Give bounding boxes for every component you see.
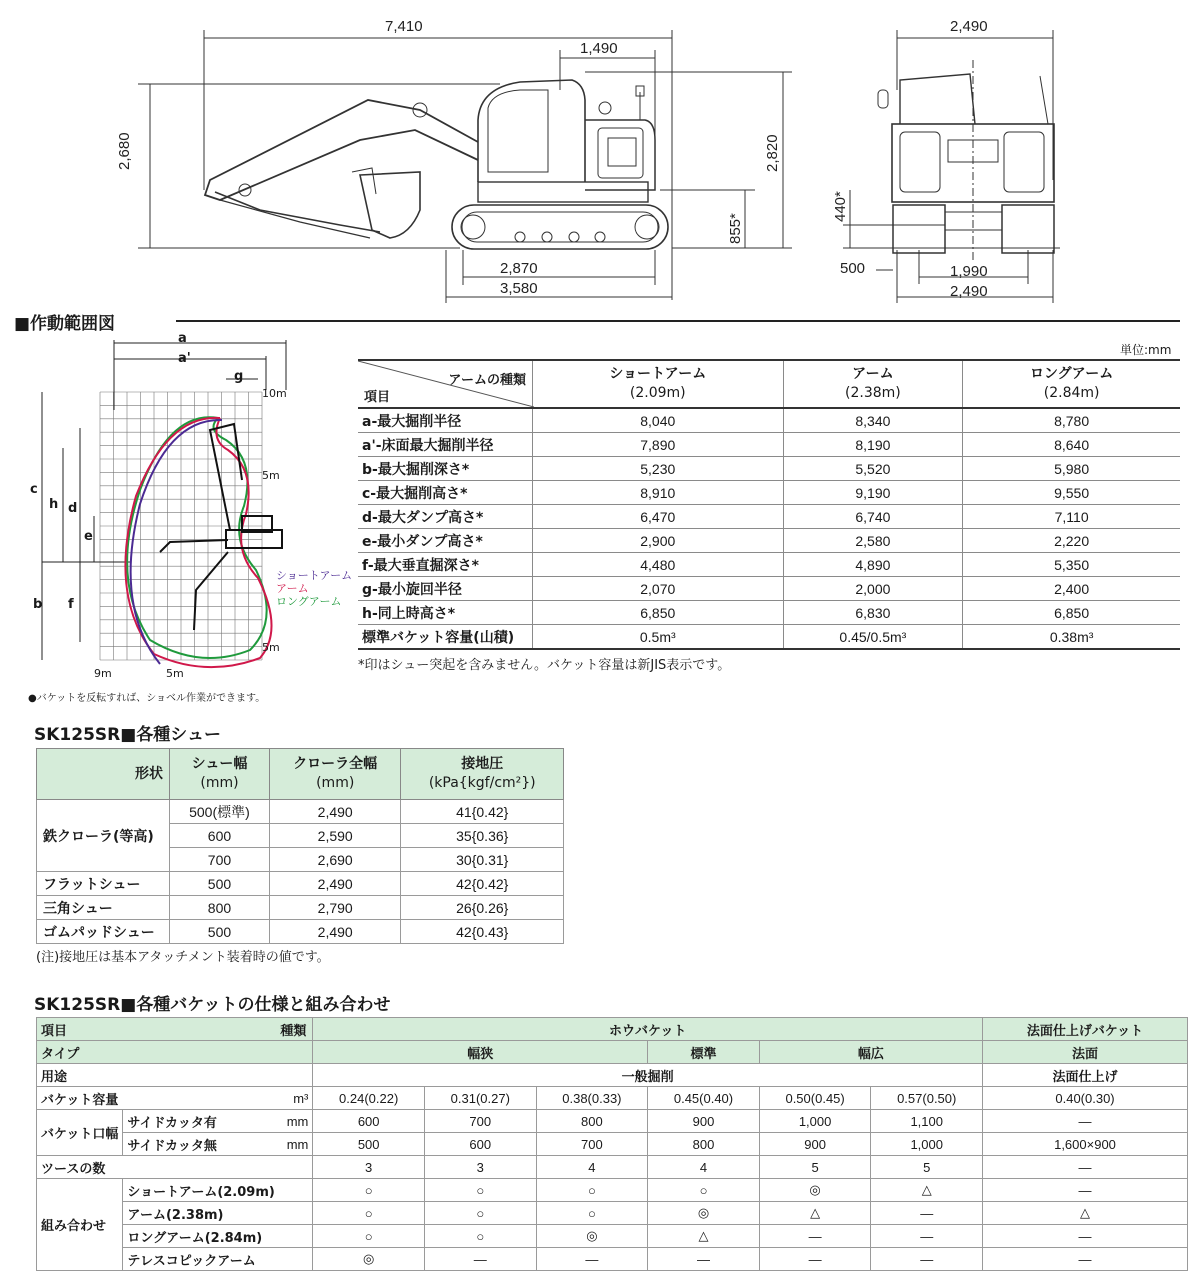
spec-item-label: f-最大垂直掘深さ* (358, 553, 533, 577)
spec-value: 0.38m³ (963, 625, 1180, 650)
bucket-value: ◎ (536, 1225, 648, 1248)
ground-pressure: 42{0.42} (401, 872, 564, 896)
range-spec-table (358, 359, 1180, 650)
table-row (37, 1225, 1188, 1248)
bucket-without-cutter-label: サイドカッタ無 (123, 1133, 273, 1156)
table-row (37, 1041, 1188, 1064)
dim-crawler-length: 3,580 (500, 280, 538, 297)
bucket-type-narrow: 幅狭 (313, 1041, 648, 1064)
diagram-note: ●バケットを反転すれば、ショベル作業ができます。 (28, 693, 266, 704)
col-long-arm: ロングアーム (2.84m) (963, 360, 1180, 408)
bucket-header-slope: 法面仕上げバケット (983, 1018, 1188, 1041)
legend-long-arm: ロングアーム (276, 595, 342, 608)
diagram-label-e: e (84, 529, 93, 544)
combo-long-arm: ロングアーム(2.84m) (123, 1225, 313, 1248)
bucket-teeth-label: ツースの数 (37, 1156, 313, 1179)
table-row (37, 1202, 1188, 1225)
bucket-value: 3 (424, 1156, 536, 1179)
diagram-label-5m-top: 5m (262, 469, 280, 482)
shoe-type: 三角シュー (37, 896, 170, 920)
bucket-value: ○ (536, 1202, 648, 1225)
bucket-value: 0.31(0.27) (424, 1087, 536, 1110)
spec-value: 2,000 (783, 577, 963, 601)
bucket-value: △ (759, 1202, 871, 1225)
table-row (358, 601, 1180, 625)
dim-ground-clearance: 855* (727, 213, 744, 244)
combo-tele-arm: テレスコピックアーム (123, 1248, 313, 1271)
header-item: 項目 (364, 390, 391, 405)
dim-crawler-width: 2,490 (950, 283, 988, 300)
bucket-with-cutter-label: サイドカッタ有 (123, 1110, 273, 1133)
spec-value: 5,230 (533, 457, 784, 481)
spec-value: 2,220 (963, 529, 1180, 553)
spec-item-label: h-同上時高さ* (358, 601, 533, 625)
bucket-value: 5 (871, 1156, 983, 1179)
bucket-value: ○ (424, 1225, 536, 1248)
bucket-mm-unit: mm (273, 1133, 313, 1156)
shoe-header-pressure: 接地圧 (kPa{kgf/cm²}) (401, 749, 564, 800)
table-row (358, 577, 1180, 601)
table-row (37, 1179, 1188, 1202)
table-row (37, 1018, 1188, 1041)
shoe-header-shape: 形状 (37, 749, 170, 800)
crawler-width: 2,590 (269, 824, 401, 848)
bucket-mouth-label: バケット口幅 (37, 1110, 123, 1156)
bucket-value: ○ (424, 1179, 536, 1202)
ground-pressure: 35{0.36} (401, 824, 564, 848)
diagram-label-a-prime: a' (178, 351, 191, 366)
shoes-title: SK125SR■各種シュー (34, 725, 221, 745)
spec-item-label: g-最小旋回半径 (358, 577, 533, 601)
table-row (37, 1156, 1188, 1179)
bucket-type-label: タイプ (37, 1041, 313, 1064)
bucket-use-general: 一般掘削 (313, 1064, 983, 1087)
spec-value: 8,910 (533, 481, 784, 505)
diagram-label-9m: 9m (94, 667, 112, 680)
dim-tail-offset: 1,490 (580, 40, 618, 57)
bucket-combo-label: 組み合わせ (37, 1179, 123, 1271)
diagram-label-10m: 10m (262, 387, 287, 400)
spec-item-label: c-最大掘削高さ* (358, 481, 533, 505)
bucket-value: 0.50(0.45) (759, 1087, 871, 1110)
table-row (37, 1087, 1188, 1110)
spec-value: 6,850 (533, 601, 784, 625)
bucket-value: 1,000 (759, 1110, 871, 1133)
bucket-header-item: 項目 種類 (37, 1018, 313, 1041)
spec-value: 7,110 (963, 505, 1180, 529)
ground-pressure: 42{0.43} (401, 920, 564, 944)
dim-overall-length: 7,410 (385, 18, 423, 35)
bucket-value: — (648, 1248, 760, 1271)
bucket-value: △ (648, 1225, 760, 1248)
table-row (358, 457, 1180, 481)
bucket-value: — (759, 1225, 871, 1248)
spec-item-label: a'-床面最大掘削半径 (358, 433, 533, 457)
bucket-value: ◎ (759, 1179, 871, 1202)
bucket-value: ○ (313, 1202, 425, 1225)
spec-value: 6,470 (533, 505, 784, 529)
shoe-table (36, 748, 564, 944)
diagram-label-h: h (49, 497, 59, 512)
crawler-width: 2,790 (269, 896, 401, 920)
table-row (37, 1248, 1188, 1271)
bucket-capacity-label: バケット容量 (37, 1087, 273, 1110)
spec-item-label: b-最大掘削深さ* (358, 457, 533, 481)
diagram-label-g: g (234, 369, 244, 384)
bucket-type-standard: 標準 (648, 1041, 760, 1064)
table-row (358, 505, 1180, 529)
bucket-value: — (983, 1156, 1188, 1179)
working-range-diagram (30, 330, 360, 690)
bucket-value: △ (871, 1179, 983, 1202)
dim-height-overall: 2,820 (764, 134, 781, 172)
bucket-value: 600 (424, 1133, 536, 1156)
bucket-value: — (983, 1110, 1188, 1133)
bucket-value: 1,000 (871, 1133, 983, 1156)
bucket-value: ○ (313, 1225, 425, 1248)
diagram-label-c: c (30, 482, 38, 497)
spec-value: 0.5m³ (533, 625, 784, 650)
table-row (358, 481, 1180, 505)
spec-value: 2,400 (963, 577, 1180, 601)
spec-value: 7,890 (533, 433, 784, 457)
bucket-header-hoe: ホウバケット (313, 1018, 983, 1041)
spec-value: 0.45/0.5m³ (783, 625, 963, 650)
diagram-label-5m-left: 5m (166, 667, 184, 680)
header-arm-type: アームの種類 (448, 373, 526, 388)
spec-value: 6,850 (963, 601, 1180, 625)
bucket-table (36, 1017, 1188, 1271)
spec-value: 8,640 (963, 433, 1180, 457)
dim-tumbler-distance: 2,870 (500, 260, 538, 277)
bucket-value: 900 (759, 1133, 871, 1156)
bucket-use-label: 用途 (37, 1064, 313, 1087)
bucket-value: 5 (759, 1156, 871, 1179)
bucket-value: 0.57(0.50) (871, 1087, 983, 1110)
table-row (37, 896, 564, 920)
spec-value: 4,890 (783, 553, 963, 577)
dim-track-gauge: 1,990 (950, 263, 988, 280)
spec-value: 8,340 (783, 408, 963, 433)
bucket-value: — (759, 1248, 871, 1271)
table-row (37, 1110, 1188, 1133)
bucket-value: 4 (536, 1156, 648, 1179)
legend-arm: アーム (276, 582, 309, 595)
shoe-width: 500(標準) (170, 800, 270, 824)
bucket-use-slope: 法面仕上げ (983, 1064, 1188, 1087)
bucket-value: ◎ (648, 1202, 760, 1225)
bucket-value: — (871, 1225, 983, 1248)
bucket-value: — (536, 1248, 648, 1271)
spec-value: 2,070 (533, 577, 784, 601)
spec-value: 2,900 (533, 529, 784, 553)
bucket-value: — (871, 1202, 983, 1225)
table-row (358, 433, 1180, 457)
table-row (358, 625, 1180, 650)
spec-value: 5,350 (963, 553, 1180, 577)
bucket-mm-unit: mm (273, 1110, 313, 1133)
bucket-value: 700 (424, 1110, 536, 1133)
bucket-value: 800 (536, 1110, 648, 1133)
bucket-value: ○ (536, 1179, 648, 1202)
range-section-title: ■作動範囲図 (14, 314, 116, 334)
table-row (37, 920, 564, 944)
bucket-value: 1,100 (871, 1110, 983, 1133)
diagram-label-5m-bottom: 5m (262, 641, 280, 654)
bucket-capacity-unit: m³ (273, 1087, 313, 1110)
unit-label: 単位:mm (1120, 343, 1172, 357)
bucket-value: △ (983, 1202, 1188, 1225)
shoe-type: フラットシュー (37, 872, 170, 896)
crawler-width: 2,490 (269, 872, 401, 896)
spec-item-label: a-最大掘削半径 (358, 408, 533, 433)
bucket-value: — (424, 1248, 536, 1271)
bucket-value: ○ (313, 1179, 425, 1202)
crawler-width: 2,490 (269, 920, 401, 944)
spec-item-label: e-最小ダンプ高さ* (358, 529, 533, 553)
bucket-type-wide: 幅広 (759, 1041, 982, 1064)
shoe-type: 鉄クローラ(等高) (37, 800, 170, 872)
header-corner (358, 360, 533, 408)
shoe-width: 800 (170, 896, 270, 920)
diagram-label-d: d (68, 501, 78, 516)
bucket-value: — (871, 1248, 983, 1271)
spec-value: 9,190 (783, 481, 963, 505)
dim-height-cab: 2,680 (116, 132, 133, 170)
table-row (37, 872, 564, 896)
shoe-width: 700 (170, 848, 270, 872)
shoe-width: 500 (170, 920, 270, 944)
table-row (37, 1064, 1188, 1087)
crawler-width: 2,490 (269, 800, 401, 824)
diagram-label-b: b (33, 597, 43, 612)
bucket-value: ◎ (313, 1248, 425, 1271)
diagram-label-f: f (68, 597, 74, 612)
combo-short-arm: ショートアーム(2.09m) (123, 1179, 313, 1202)
legend-short-arm: ショートアーム (276, 569, 353, 582)
dim-shoe-width: 500 (840, 260, 866, 277)
ground-pressure: 30{0.31} (401, 848, 564, 872)
table-row (37, 800, 564, 824)
shoe-header-crawler: クローラ全幅 (mm) (269, 749, 401, 800)
bucket-value: 4 (648, 1156, 760, 1179)
crawler-width: 2,690 (269, 848, 401, 872)
spec-value: 8,190 (783, 433, 963, 457)
ground-pressure: 26{0.26} (401, 896, 564, 920)
spec-item-label: 標準バケット容量(山積) (358, 625, 533, 650)
bucket-value: 800 (648, 1133, 760, 1156)
spec-value: 6,740 (783, 505, 963, 529)
bucket-value: 600 (313, 1110, 425, 1133)
section-rule (176, 320, 1180, 322)
spec-value: 2,580 (783, 529, 963, 553)
table-row (358, 553, 1180, 577)
diagram-label-a: a (178, 331, 187, 346)
spec-item-label: d-最大ダンプ高さ* (358, 505, 533, 529)
range-footnote: *印はシュー突起を含みません。バケット容量は新JIS表示です。 (358, 658, 731, 673)
bucket-value: 500 (313, 1133, 425, 1156)
bucket-value: 3 (313, 1156, 425, 1179)
shoe-type: ゴムパッドシュー (37, 920, 170, 944)
shoe-header-width: シュー幅 (mm) (170, 749, 270, 800)
buckets-title: SK125SR■各種バケットの仕様と組み合わせ (34, 995, 391, 1015)
bucket-value: — (983, 1248, 1188, 1271)
shoes-note: (注)接地圧は基本アタッチメント装着時の値です。 (36, 950, 330, 965)
col-short-arm: ショートアーム (2.09m) (533, 360, 784, 408)
table-row (358, 408, 1180, 433)
bucket-value: 0.24(0.22) (313, 1087, 425, 1110)
shoe-width: 600 (170, 824, 270, 848)
bucket-value: 0.40(0.30) (983, 1087, 1188, 1110)
dim-rear-width: 2,490 (950, 18, 988, 35)
bucket-value: — (983, 1225, 1188, 1248)
spec-value: 5,980 (963, 457, 1180, 481)
bucket-value: 700 (536, 1133, 648, 1156)
spec-value: 8,040 (533, 408, 784, 433)
bucket-type-slope: 法面 (983, 1041, 1188, 1064)
bucket-value: ○ (648, 1179, 760, 1202)
spec-value: 5,520 (783, 457, 963, 481)
table-row (37, 1133, 1188, 1156)
ground-pressure: 41{0.42} (401, 800, 564, 824)
combo-arm: アーム(2.38m) (123, 1202, 313, 1225)
bucket-value: 900 (648, 1110, 760, 1133)
spec-value: 4,480 (533, 553, 784, 577)
spec-value: 8,780 (963, 408, 1180, 433)
bucket-value: 0.45(0.40) (648, 1087, 760, 1110)
bucket-value: 0.38(0.33) (536, 1087, 648, 1110)
shoe-width: 500 (170, 872, 270, 896)
bucket-value: 1,600×900 (983, 1133, 1188, 1156)
bucket-value: ○ (424, 1202, 536, 1225)
bucket-value: — (983, 1179, 1188, 1202)
table-row (358, 529, 1180, 553)
col-arm: アーム (2.38m) (783, 360, 963, 408)
dim-min-ground-clearance: 440* (832, 191, 849, 222)
spec-value: 6,830 (783, 601, 963, 625)
spec-value: 9,550 (963, 481, 1180, 505)
